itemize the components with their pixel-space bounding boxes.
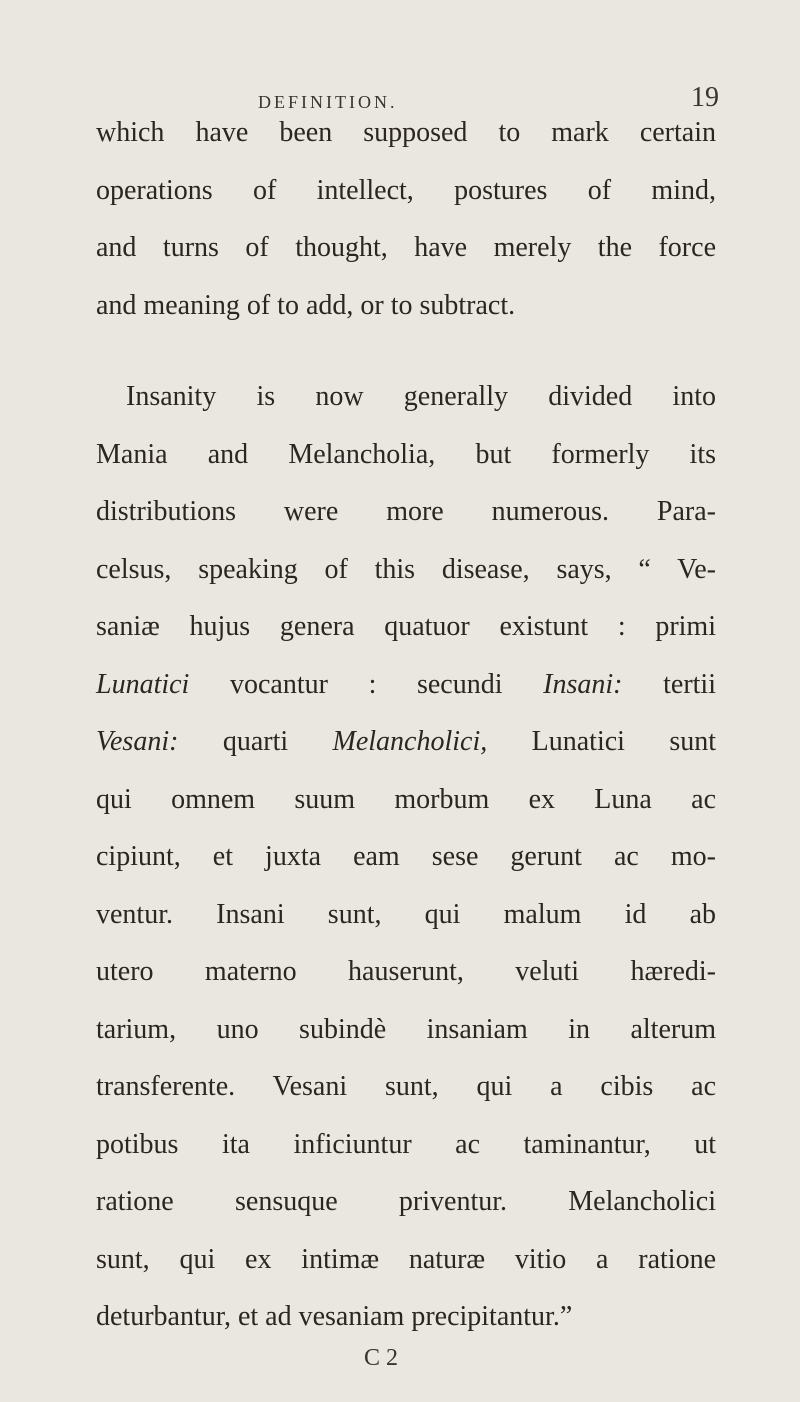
text-line: which have been supposed to mark certain xyxy=(96,117,716,148)
italic-word: Lunatici xyxy=(96,668,190,700)
italic-word: Insani: xyxy=(543,668,623,700)
text-line: Mania and Melancholia, but formerly its xyxy=(96,438,716,470)
text-line: qui omnem suum morbum ex Luna ac xyxy=(96,783,716,815)
text-line: potibus ita inficiuntur ac taminantur, ut xyxy=(96,1128,716,1160)
text-line xyxy=(96,656,716,714)
signature-mark: C 2 xyxy=(364,1345,399,1371)
text-line: ventur. Insani sunt, qui malum id ab xyxy=(96,898,716,930)
text-line: deturbantur, et ad vesaniam precipitantur.” xyxy=(96,1301,573,1332)
italic-word: Melancholici, xyxy=(332,726,488,757)
paragraph-gap xyxy=(96,334,716,368)
text-line: cipiunt, et juxta eam sese gerunt ac mo- xyxy=(96,841,716,872)
text-line: distributions were more numerous. Para- xyxy=(96,496,716,527)
text-run: Lunatici sunt xyxy=(487,726,716,757)
text-line xyxy=(96,713,716,771)
text-line: and turns of thought, have merely the force xyxy=(96,232,716,263)
text-line: ratione sensuque priventur. Melancholici xyxy=(96,1186,716,1217)
text-run: tertii xyxy=(622,668,716,700)
text-run: quarti xyxy=(178,726,333,757)
text-line: and meaning of to add, or to subtract. xyxy=(96,289,516,321)
text-line: saniæ hujus genera quatuor existunt : primi xyxy=(96,611,716,642)
text-line: transferente. Vesani sunt, qui a cibis ac xyxy=(96,1071,716,1102)
text-line: celsus, speaking of this disease, says, “ Ve- xyxy=(96,553,716,585)
text-line: Insanity is now generally divided into xyxy=(126,381,716,412)
body-text xyxy=(96,104,716,1346)
text-run: vocantur : secundi xyxy=(189,668,544,700)
text-line: utero materno hauserunt, veluti hæredi- xyxy=(96,956,716,987)
text-line: sunt, qui ex intimæ naturæ vitio a ratione xyxy=(96,1243,716,1275)
italic-word: Vesani: xyxy=(96,726,179,757)
page-number: 19 xyxy=(691,82,719,113)
text-line: operations of intellect, postures of mind, xyxy=(96,174,716,206)
running-title: DEFINITION. xyxy=(258,92,398,112)
text-line: tarium, uno subindè insaniam in alterum xyxy=(96,1013,716,1045)
